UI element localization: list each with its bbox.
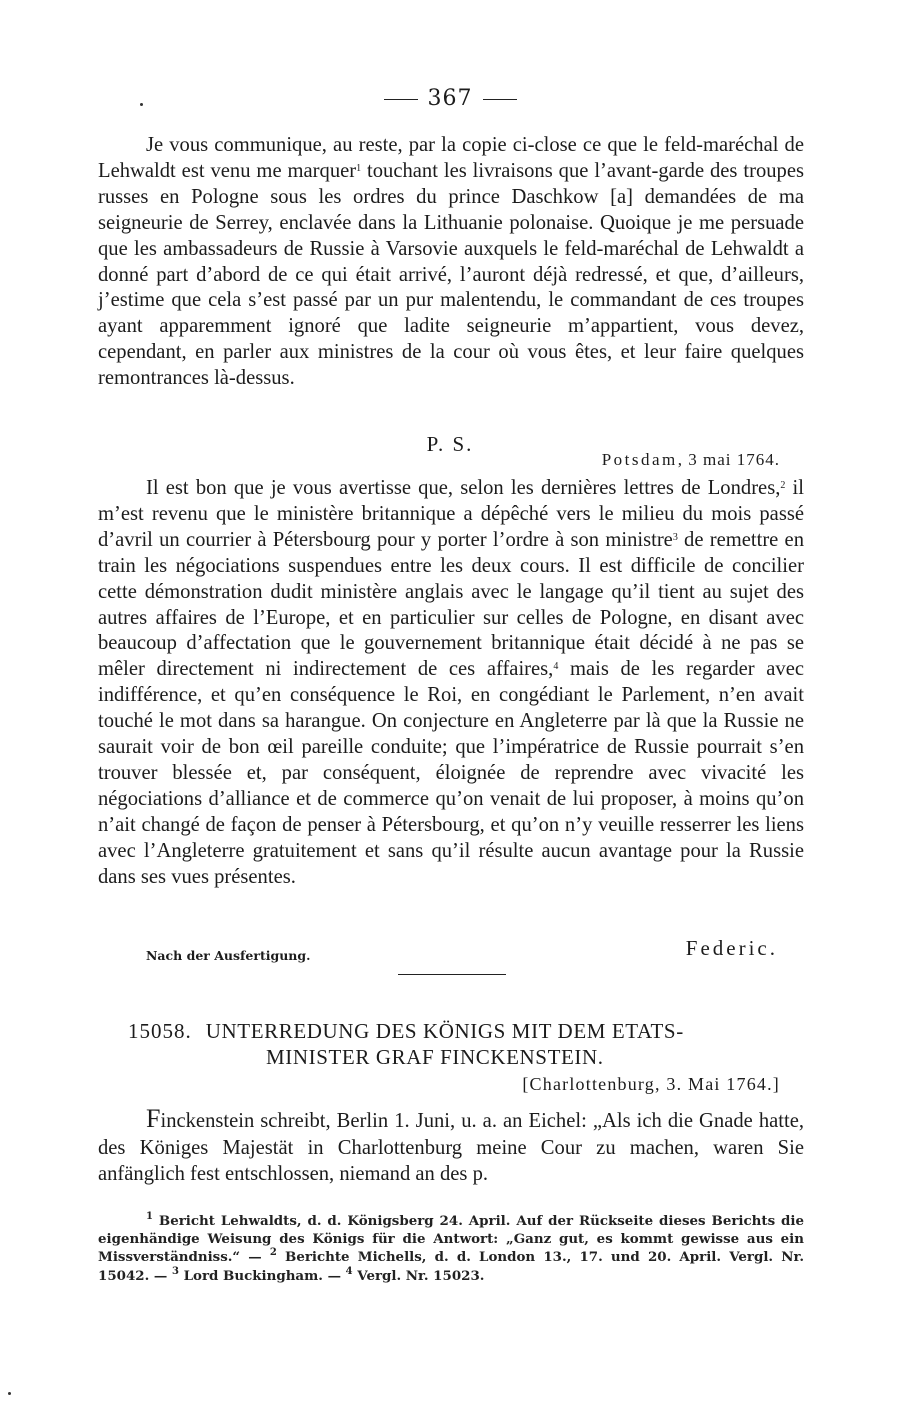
- footnote-2-text: Berichte Michells, d. d. London 13., 17. und 20. April. Vergl. Nr. 15042. —: [98, 1249, 804, 1284]
- page-number-line: [0, 86, 900, 111]
- page-number: 367: [427, 86, 473, 111]
- footnote-mark-4: 4: [345, 1265, 353, 1277]
- page-number-dash-right: [483, 99, 517, 100]
- postscript-date: [602, 450, 780, 470]
- footnote-ref-3: 3: [672, 531, 678, 543]
- section-divider: [398, 974, 506, 975]
- footnote-mark-1: 1: [146, 1211, 153, 1222]
- footnote-3-text: Lord Buckingham. —: [178, 1267, 346, 1284]
- document-heading: [128, 1018, 808, 1070]
- para1-text-cont: touchant les livraisons que l’avant-garde des troupes russes en Pologne sous les ordres du prince Daschkow [a] demandées de ma seigneurie de Serrey, enclavée dans la Lithuanie polonaise. Quoique je me persuade que les ambassadeurs de Russie à Varsovie auxquels le feld-maréchal de Lehwaldt a donné part d’abord de ce qui était arrivé, l’auront déjà redressé, et que, d’ailleurs, j’estime que cela s’est passé par un pur malentendu, le commandant de ces troupes ayant apparemment ignoré que ladite seigneurie m’appartient, vous devez, cependant, en parler aux ministres de la cour où vous êtes, et leur faire quelques remontrances là-dessus.: [98, 159, 804, 390]
- para1-text: Je vous communique, au reste, par la copie ci-close ce que le feld-maréchal de Lehwaldt est venu me marquer: [98, 134, 804, 182]
- footnotes: [98, 1212, 804, 1285]
- footnote-mark-3: 3: [171, 1265, 179, 1277]
- para2-text-b: il m’est revenu que le ministère britannique a dépêché vers le milieu du mois passé d’avril un courrier à Pétersbourg pour y porter l’ordre à son ministre: [98, 477, 804, 551]
- para2-text-d: mais de les regarder avec indifférence, et qu’en conséquence le Roi, en congédiant le Parlement, n’en avait touché le mot dans sa harangue. On conjecture en Angleterre par là que la Russie ne saurait voir de bon œil pareille conduite; que l’impératrice de Russie pourrait s’en trouver blessée et, par conséquent, éloignée de reprendre avec vivacité les négociations d’alliance et de commerce qu’on venait de lui proposer, à moins qu’on n’ait changé de façon de penser à Pétersbourg, et qu’on n’y veuille resserrer les liens avec l’Angleterre gratuitement et sans qu’il résulte aucun avantage pour la Russie dans ses vues présentes.: [98, 658, 804, 888]
- drop-initial: F: [146, 1104, 161, 1133]
- footnote-4-text: Vergl. Nr. 15023.: [352, 1267, 485, 1284]
- document-number: 15058.: [128, 1019, 192, 1043]
- para2-text-a: Il est bon que je vous avertisse que, selon les dernières lettres de Londres,: [146, 477, 781, 499]
- footnote-ref-2: 2: [780, 480, 786, 491]
- report-text: inckenstein schreibt, Berlin 1. Juni, u. a. an Eichel: „Als ich die Gnade hatte, des Königes Majestät in Charlottenburg meine Cour zu machen, waren Sie anfänglich fest entschlossen, niemand an des p.: [98, 1110, 804, 1185]
- footnote-ref-1: 1: [356, 162, 362, 174]
- source-note: Nach der Ausfertigung.: [146, 948, 311, 963]
- footnote-mark-2: 2: [269, 1247, 277, 1259]
- postscript-date-value: , 3 mai 1764.: [677, 450, 780, 469]
- document-date: [Charlottenburg, 3. Mai 1764.]: [522, 1074, 780, 1094]
- footnote-1-text: Bericht Lehwaldts, d. d. Königsberg 24. April. Auf der Rückseite dieses Berichts die eigenhändige Weisung des Königs für die Antwort: „Ganz gut, es kommt gewisse aus ein Missverständniss.“ —: [98, 1213, 804, 1266]
- footnote-block: [98, 1212, 804, 1285]
- document-title-line1: UNTERREDUNG DES KÖNIGS MIT DEM ETATS-: [205, 1019, 684, 1043]
- letter-paragraph-1: [98, 133, 804, 392]
- postscript-place: Potsdam: [601, 450, 678, 469]
- letter-paragraph-2: [98, 476, 804, 891]
- document-title-line2: MINISTER GRAF FINCKENSTEIN.: [266, 1045, 604, 1069]
- signature: Federic.: [685, 936, 778, 960]
- scan-speck: [140, 103, 143, 106]
- scan-speck: [8, 1392, 11, 1395]
- report-paragraph: [98, 1106, 804, 1188]
- para2-text-c: de remettre en train les négociations suspendues entre les deux cours. Il est difficile de concilier cette démonstration dudit ministère anglais avec le langage qu’il tient au sujet des autres affaires de l’Europe, et en particulier sur celles de Pologne, en disant avec beaucoup d’affectation que le gouvernement britannique était décidé à ne pas se mêler directement ni indirectement de ces affaires,: [98, 528, 804, 681]
- page-number-dash-left: [384, 99, 418, 100]
- footnote-ref-4: 4: [553, 661, 559, 673]
- postscript-heading: P. S.: [426, 432, 474, 456]
